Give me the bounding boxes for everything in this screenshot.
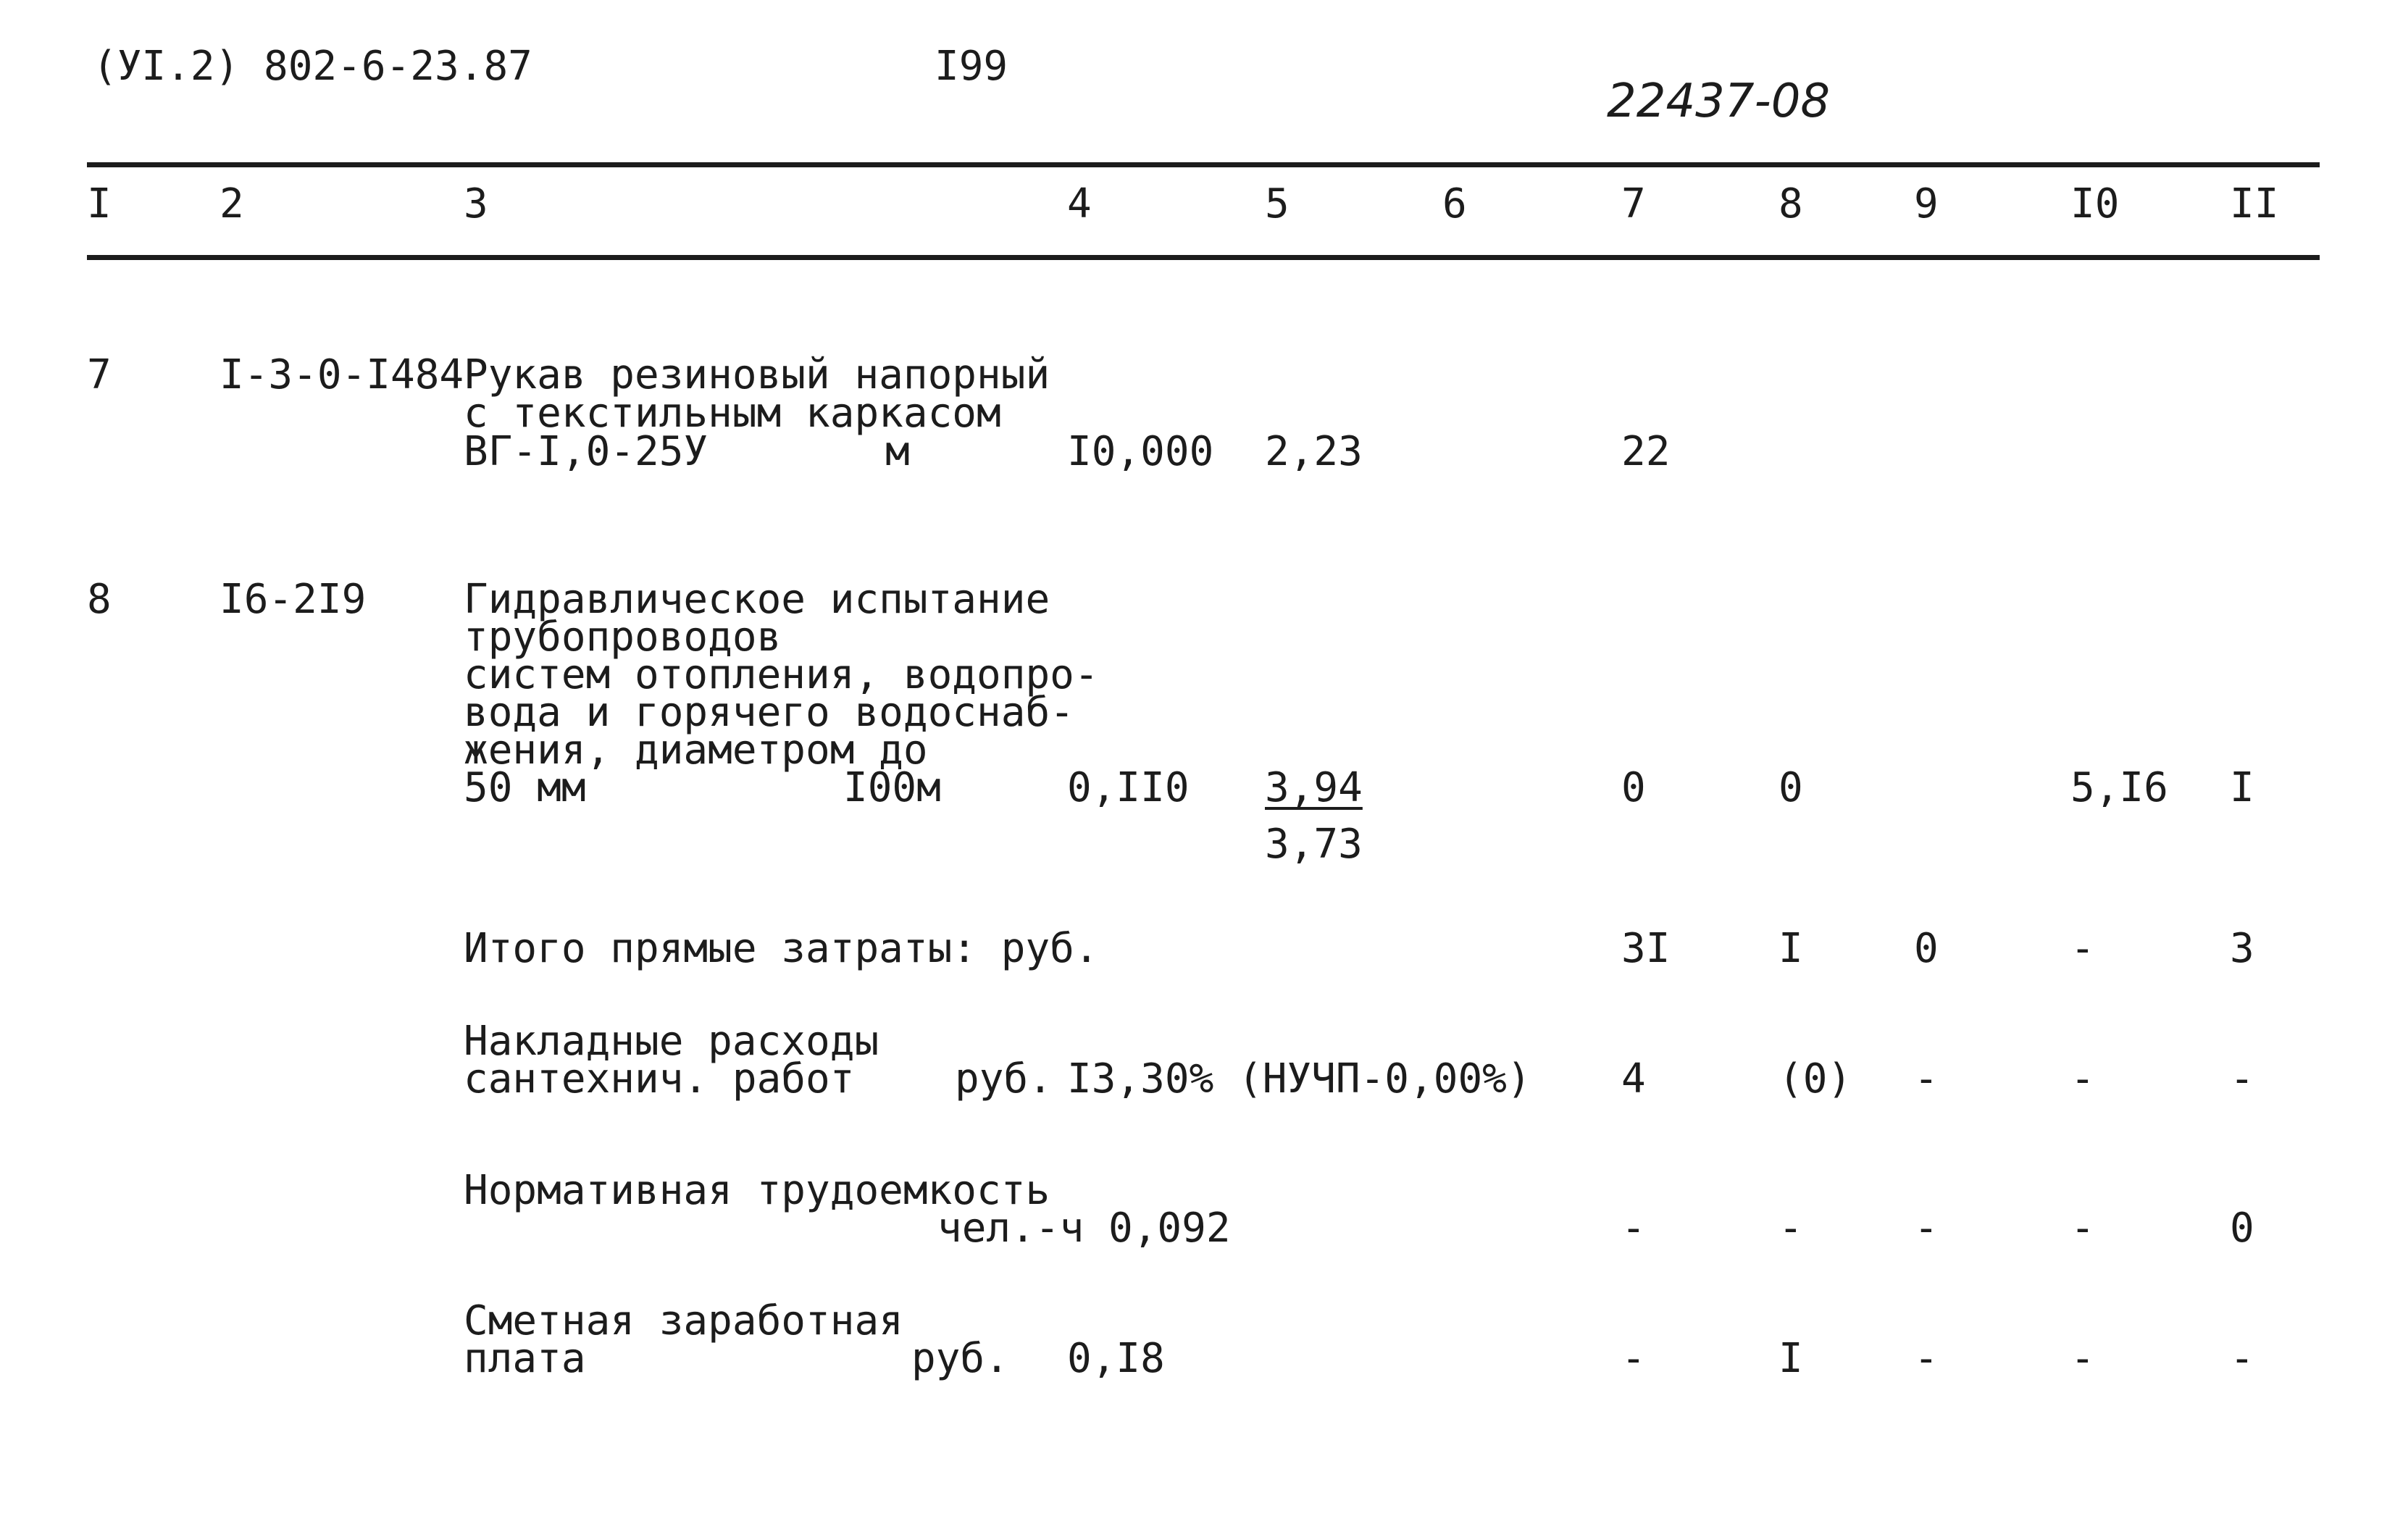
column-header: II — [2230, 180, 2279, 227]
cell-col11: - — [2230, 1335, 2254, 1382]
unit: руб. — [955, 1055, 1053, 1102]
column-header: 9 — [1914, 180, 1939, 227]
cell-col9: - — [1914, 1205, 1939, 1252]
cell-col7: 4 — [1621, 1055, 1646, 1102]
wages-value: 0,I8 — [1067, 1335, 1165, 1382]
page-number: I99 — [935, 43, 1008, 90]
item-name-line: систем отопления, водопро- — [464, 651, 1099, 698]
column-header: 4 — [1067, 180, 1092, 227]
total-label: Итого прямые затраты: руб. — [464, 925, 1099, 972]
price-code: I-3-0-I484 — [220, 351, 464, 398]
cell-col8: (0) — [1779, 1055, 1852, 1102]
quantity: 0,II0 — [1067, 764, 1190, 811]
column-header: 7 — [1621, 180, 1646, 227]
item-name-line: с текстильным каркасом — [464, 390, 1001, 437]
cell-col11: 0 — [2230, 1205, 2254, 1252]
unit: руб. — [911, 1335, 1009, 1382]
header-bottom-rule — [87, 255, 2320, 260]
cell-col8: I — [1779, 925, 1803, 972]
column-header: 2 — [220, 180, 244, 227]
cell-col10: - — [2070, 925, 2095, 972]
cell-col10: - — [2070, 1055, 2095, 1102]
column-header: 5 — [1265, 180, 1290, 227]
column-header: I — [87, 180, 112, 227]
item-name-line: 50 мм — [464, 764, 586, 811]
cell-col7: - — [1621, 1205, 1646, 1252]
column-header: I0 — [2070, 180, 2120, 227]
cell-col9: - — [1914, 1055, 1939, 1102]
cell-col11: 3 — [2230, 925, 2254, 972]
cell-col7: 0 — [1621, 764, 1646, 811]
labor-label: Нормативная трудоемкость — [464, 1167, 1050, 1214]
cell-col11: I — [2230, 764, 2254, 811]
cell-col10: - — [2070, 1205, 2095, 1252]
unit-price: 2,23 — [1265, 428, 1363, 475]
row-number: 7 — [87, 351, 112, 398]
item-name-line: трубопроводов — [464, 614, 782, 661]
price-code: I6-2I9 — [220, 576, 367, 623]
item-name-line: жения, диаметром до — [464, 727, 928, 774]
cell-col7: - — [1621, 1335, 1646, 1382]
column-header: 8 — [1779, 180, 1803, 227]
item-name-line: вода и горячего водоснаб- — [464, 689, 1074, 736]
sheet-number: 22437-08 — [1607, 75, 1831, 128]
column-header: 6 — [1442, 180, 1467, 227]
wages-label-line: плата — [464, 1335, 586, 1382]
item-name-line: Рукав резиновый напорный — [464, 351, 1050, 398]
overhead-label-line: сантехнич. работ — [464, 1055, 855, 1102]
unit-price: 3,94 — [1265, 764, 1363, 811]
document-code: (УI.2) 802-6-23.87 — [93, 43, 532, 90]
cell-col8: - — [1779, 1205, 1803, 1252]
header-top-rule — [87, 162, 2320, 167]
item-name-line: ВГ-I,0-25У — [464, 428, 709, 475]
cell-col9: 0 — [1914, 925, 1939, 972]
cell-col8: I — [1779, 1335, 1803, 1382]
cell-col7: 22 — [1621, 428, 1671, 475]
cell-col10: 5,I6 — [2070, 764, 2168, 811]
cell-col7: 3I — [1621, 925, 1671, 972]
cell-col8: 0 — [1779, 764, 1803, 811]
cell-col9: - — [1914, 1335, 1939, 1382]
labor-value: чел.-ч 0,092 — [937, 1205, 1231, 1252]
unit-price-sub: 3,73 — [1265, 821, 1363, 868]
unit: I00м — [843, 764, 941, 811]
item-name-line: Гидравлическое испытание — [464, 576, 1050, 623]
column-header: 3 — [464, 180, 488, 227]
overhead-rate: I3,30% (НУЧП-0,00%) — [1067, 1055, 1531, 1102]
cell-col11: - — [2230, 1055, 2254, 1102]
quantity: I0,000 — [1067, 428, 1214, 475]
cell-col10: - — [2070, 1335, 2095, 1382]
unit: м — [885, 428, 910, 475]
overhead-label-line: Накладные расходы — [464, 1018, 879, 1065]
row-number: 8 — [87, 576, 112, 623]
wages-label-line: Сметная заработная — [464, 1297, 903, 1344]
